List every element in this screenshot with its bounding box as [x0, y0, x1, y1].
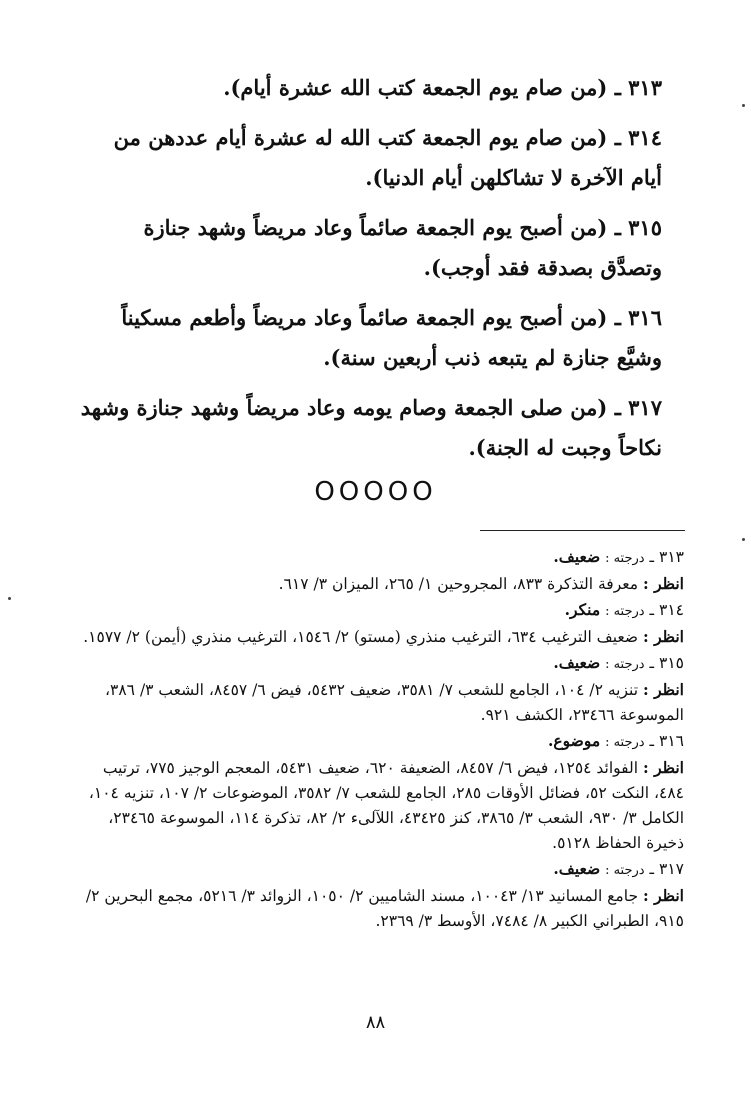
refs-label: انظر :: [642, 574, 684, 593]
scan-speck: [742, 104, 745, 107]
grade-value: ضعيف.: [553, 859, 601, 878]
hadith-314: ٣١٤ ـ (من صام يوم الجمعة كتب الله له عشرة أيام عددهن من أيام الآخرة لا تشاكلهن أيام الدنيا).: [113, 125, 662, 190]
footnote-number: ٣١٧: [659, 860, 684, 878]
hadith-number: ٣١٧: [628, 395, 662, 420]
grade-value: منكر.: [564, 600, 601, 619]
hadith-number: ٣١٤: [628, 125, 662, 150]
refs-text: ضعيف الترغيب ٦٣٤، الترغيب منذري (مستو) ٢/ ١٥٤٦، الترغيب منذري (أيمن) ٢/ ١٥٧٧.: [83, 628, 639, 646]
hadith-text: (من صام يوم الجمعة كتب الله له عشرة أيام عددهن من أيام الآخرة لا تشاكلهن أيام الدنيا).: [113, 125, 662, 190]
hadith-text: (من أصبح يوم الجمعة صائماً وعاد مريضاً وأطعم مسكيناً وشيَّع جنازة لم يتبعه ذنب أربعين سنة).: [121, 305, 662, 370]
hadith-text: (من صلى الجمعة وصام يومه وعاد مريضاً وشهد جنازة وشهد نكاحاً وجبت له الجنة).: [80, 395, 662, 460]
hadith-316: ٣١٦ ـ (من أصبح يوم الجمعة صائماً وعاد مريضاً وأطعم مسكيناً وشيَّع جنازة لم يتبعه ذنب أربعين سنة).: [121, 305, 662, 370]
grade-label: درجته :: [605, 604, 645, 619]
footnote-refs-313: [78, 571, 684, 597]
refs-text: الفوائد ١٢٥٤، فيض ٦/ ٨٤٥٧، الضعيفة ٦٢٠، ضعيف ٥٤٣١، المعجم الوجيز ٧٧٥، ترتيب ٤٨٤، النكت ٥٢، فضائل الأوقات ٢٨٥، الجامع للشعب ٧/ ٣٥٨٢، الموضوعات ٢/ ١٠٧، تنزيه ١٠٤، الكامل ٣/ ٩٣٠، الشعب ٣/ ٣٨٦٥، كنز ٤٣٤٢٥، اللآلىء ٢/ ٨٢، تذكرة ١١٤، الموسوعة ٢٣٤٦٥، ذخيرة الحفاظ ٥١٢٨.: [88, 759, 684, 852]
hadith-text: (من صام يوم الجمعة كتب الله عشرة أيام).: [223, 75, 608, 100]
hadith-list: [78, 68, 662, 478]
grade-value: ضعيف.: [553, 547, 601, 566]
grade-label: درجته :: [605, 735, 645, 750]
grade-label: درجته :: [605, 657, 645, 672]
hadith-number: ٣١٣: [628, 75, 662, 100]
refs-label: انظر :: [642, 680, 684, 699]
footnote-refs-316: [78, 755, 684, 856]
grade-value: موضوع.: [548, 731, 601, 750]
hadith-text: (من أصبح يوم الجمعة صائماً وعاد مريضاً وشهد جنازة وتصدَّق بصدقة فقد أوجب).: [143, 215, 662, 280]
hadith-number: ٣١٥: [628, 215, 662, 240]
footnotes: [78, 544, 684, 934]
footnote-number: ٣١٣: [659, 548, 684, 566]
hadith-315: ٣١٥ ـ (من أصبح يوم الجمعة صائماً وعاد مريضاً وشهد جنازة وتصدَّق بصدقة فقد أوجب).: [143, 215, 662, 280]
footnote-refs-317: [78, 883, 684, 934]
page-number: ٨٨: [365, 1012, 386, 1033]
scan-speck: [8, 597, 11, 600]
footnote-grade-316: ٣١٦ ـ درجته : موضوع.: [548, 731, 684, 750]
footnote-grade-315: ٣١٥ ـ درجته : ضعيف.: [553, 653, 684, 672]
footnote-grade-317: ٣١٧ ـ درجته : ضعيف.: [553, 859, 684, 878]
refs-label: انظر :: [642, 886, 684, 905]
refs-text: معرفة التذكرة ٨٣٣، المجروحين ١/ ٢٦٥، الميزان ٣/ ٦١٧.: [278, 575, 639, 593]
footnote-number: ٣١٥: [659, 654, 684, 672]
scan-speck: [742, 538, 745, 541]
refs-label: انظر :: [642, 758, 684, 777]
grade-label: درجته :: [605, 551, 645, 566]
footnote-grade-314: ٣١٤ ـ درجته : منكر.: [564, 600, 684, 619]
footnote-refs-315: [78, 677, 684, 728]
hadith-number: ٣١٦: [628, 305, 662, 330]
footnote-number: ٣١٤: [659, 601, 684, 619]
section-separator: OOOOO: [314, 477, 437, 507]
footnote-grade-313: ٣١٣ ـ درجته : ضعيف.: [553, 547, 684, 566]
refs-text: جامع المسانيد ١٣/ ١٠٠٤٣، مسند الشاميين ٢/ ١٠٥٠، الزوائد ٣/ ٥٢١٦، مجمع البحرين ٢/ ٩١٥، الطبراني الكبير ٨/ ٧٤٨٤، الأوسط ٣/ ٢٣٦٩.: [85, 887, 684, 930]
footnote-rule: [480, 530, 685, 531]
refs-text: تنزيه ٢/ ١٠٤، الجامع للشعب ٧/ ٣٥٨١، ضعيف ٥٤٣٢، فيض ٦/ ٨٤٥٧، الشعب ٣/ ٣٨٦، الموسوعة ٢٣٤٦٦، الكشف ٩٢١.: [105, 681, 684, 724]
grade-label: درجته :: [605, 863, 645, 878]
refs-label: انظر :: [642, 627, 684, 646]
footnote-refs-314: [78, 624, 684, 650]
hadith-317: ٣١٧ ـ (من صلى الجمعة وصام يومه وعاد مريضاً وشهد جنازة وشهد نكاحاً وجبت له الجنة).: [80, 395, 662, 460]
hadith-313: ٣١٣ ـ (من صام يوم الجمعة كتب الله عشرة أيام).: [223, 75, 662, 100]
footnote-number: ٣١٦: [659, 732, 684, 750]
grade-value: ضعيف.: [553, 653, 601, 672]
